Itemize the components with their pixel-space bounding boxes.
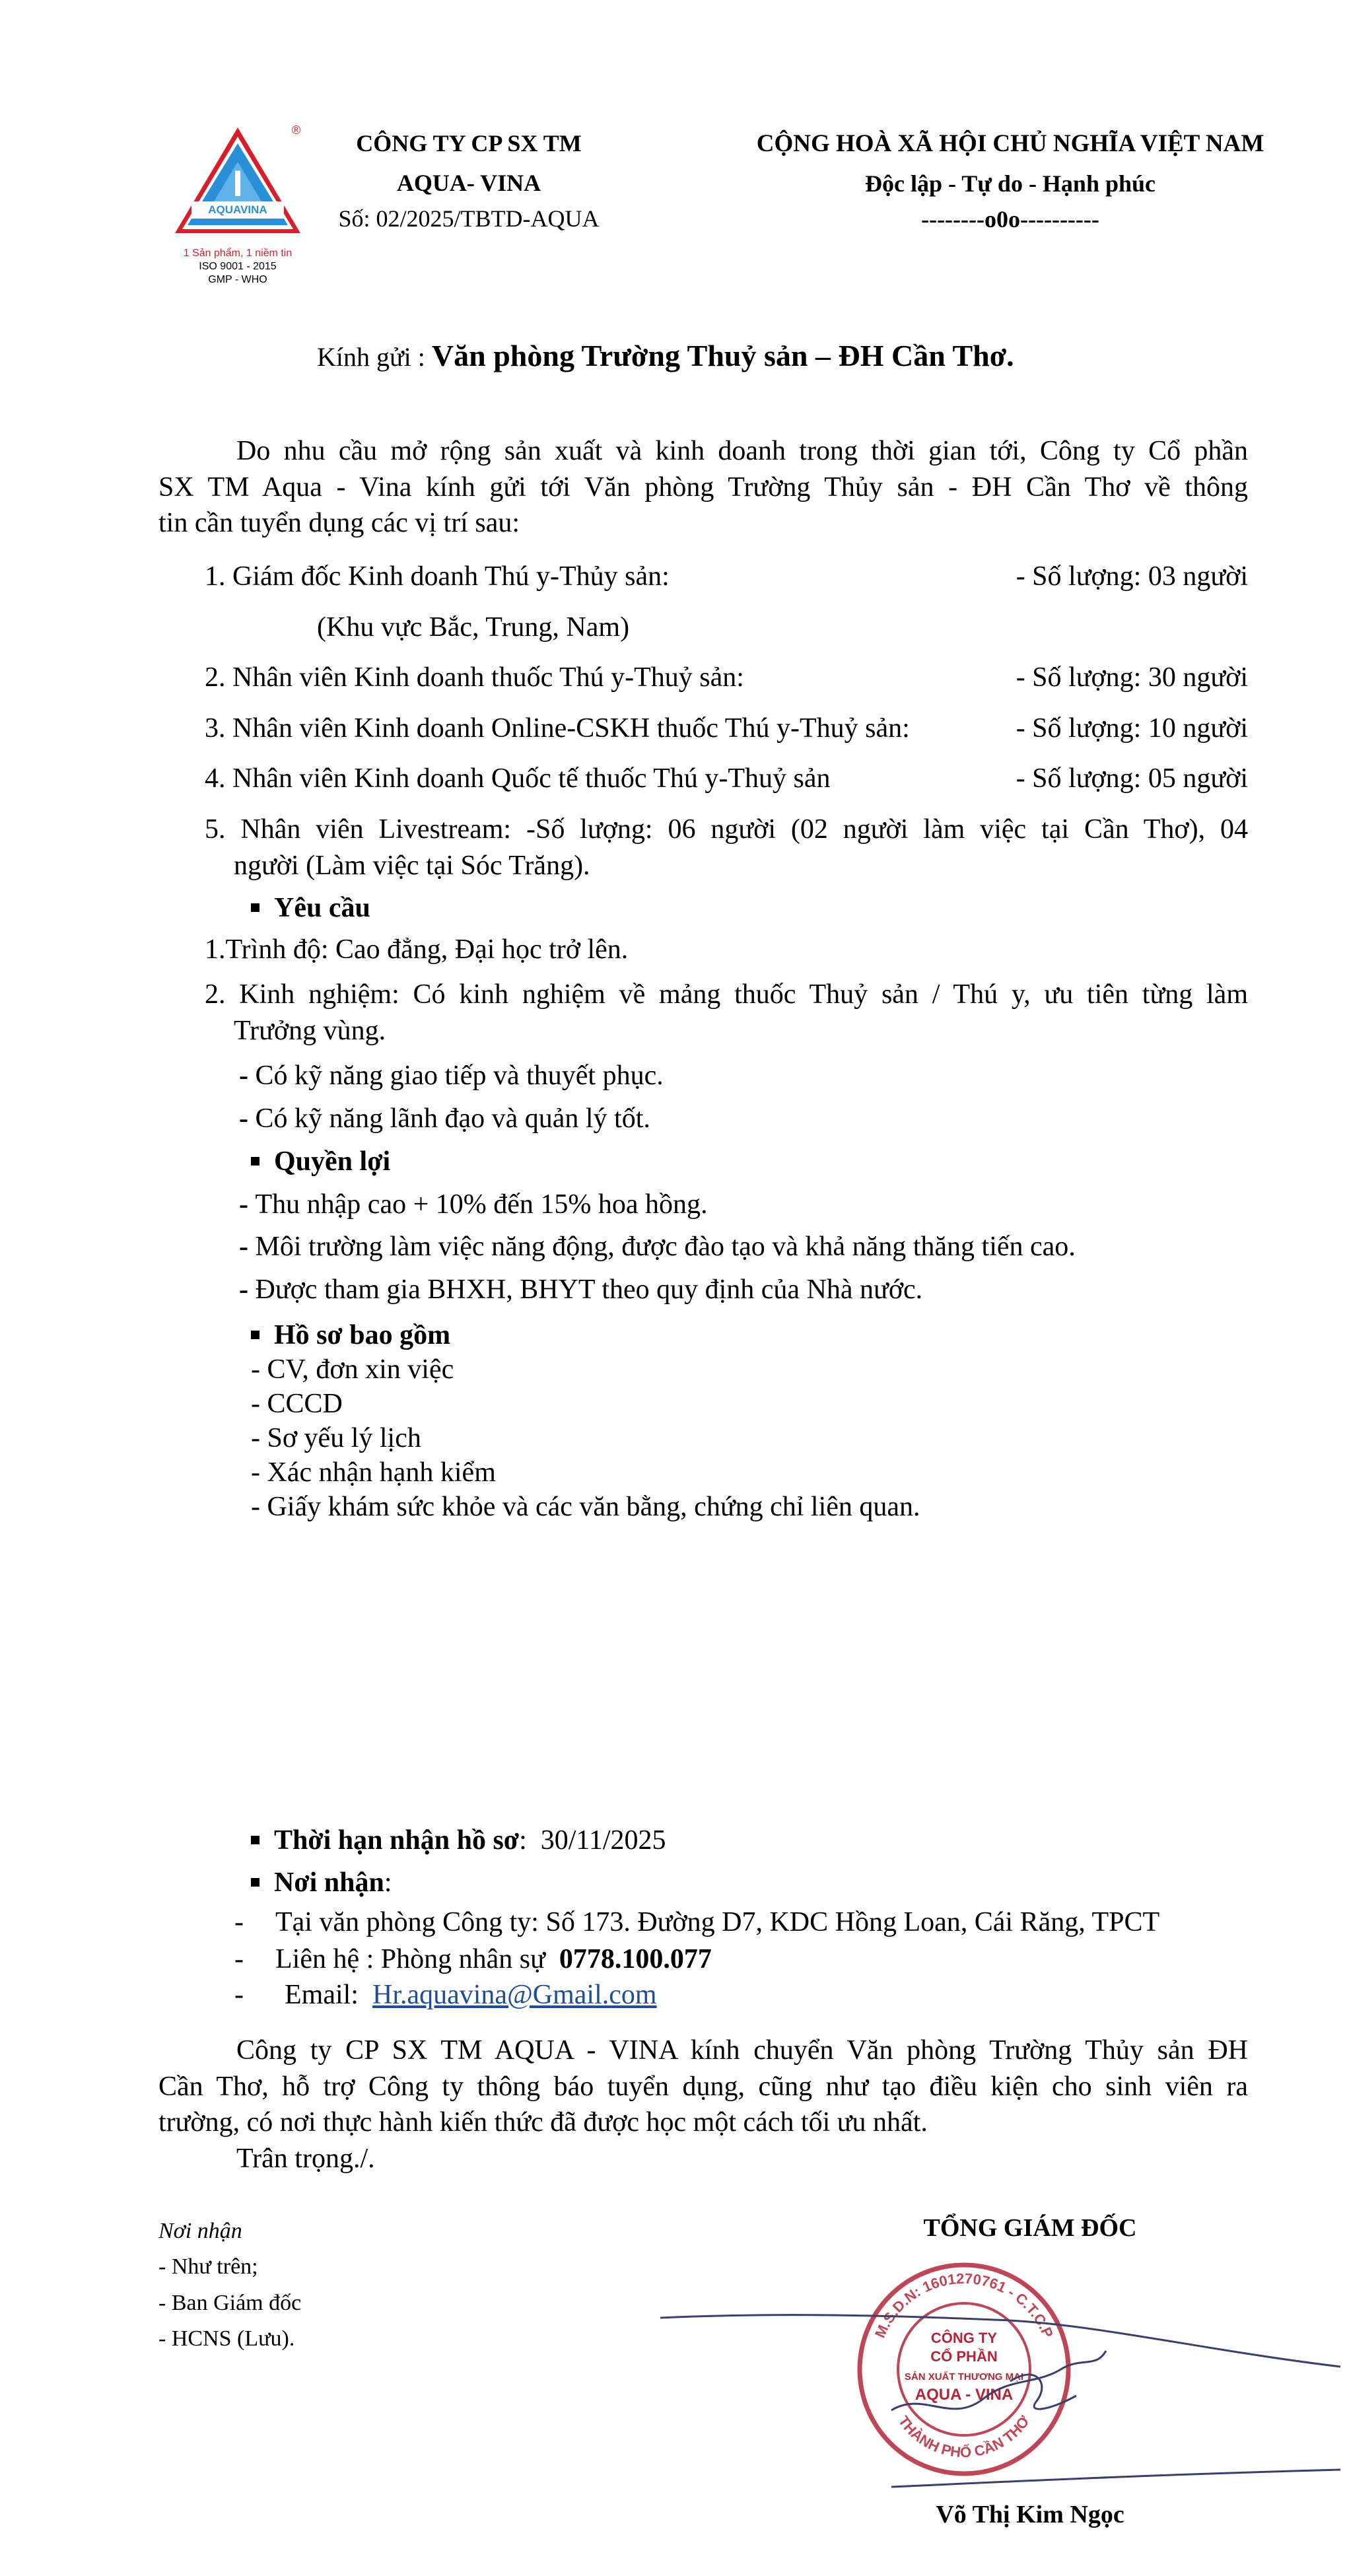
company-name-line2: AQUA- VINA (396, 170, 541, 196)
position-number: 5. (205, 814, 226, 845)
position-title: Giám đốc Kinh doanh Thú y-Thủy sản: (232, 561, 670, 592)
intro-line: SX TM Aqua - Vina kính gửi tới Văn phòng Trường Thủy sản - ĐH Cần Thơ về thông (158, 471, 1248, 503)
signatory-name: Võ Thị Kim Ngọc (936, 2501, 1124, 2528)
regards: Trân trọng./. (236, 2143, 375, 2174)
logo-tagline: 1 Sản phẩm, 1 niềm tin (183, 248, 293, 259)
stamp-line4: AQUA - VINA (915, 2386, 1014, 2404)
intro-line: tin cần tuyển dụng các vị trí sau: (158, 508, 520, 539)
position-number: 3. (205, 713, 226, 744)
benefits-heading: Quyền lợi (158, 1144, 1248, 1180)
position-quantity: - Số lượng: 03 người (1016, 561, 1248, 592)
logo-gmp: GMP - WHO (208, 274, 267, 285)
distribution-item: - Như trên; (158, 2254, 258, 2280)
position-title-cont: người (Làm việc tại Sóc Trăng). (234, 850, 590, 881)
square-bullet-icon (251, 1836, 259, 1844)
intro-line: Do nhu cầu mở rộng sản xuất và kinh doanh trong thời gian tới, Công ty Cổ phần (236, 436, 1248, 466)
benefit-item: - Thu nhập cao + 10% đến 15% hoa hồng. (239, 1189, 708, 1220)
document-item: - CCCD (251, 1389, 343, 1420)
distribution-title: Nơi nhận (158, 2219, 242, 2243)
benefit-item: - Được tham gia BHXH, BHYT theo quy định của Nhà nước. (239, 1274, 923, 1305)
company-header (317, 129, 621, 232)
position-title: Nhân viên Kinh doanh Online-CSKH thuốc Thú y-Thuỷ sản: (232, 713, 910, 744)
logo-iso: ISO 9001 - 2015 (199, 261, 277, 272)
document-item: - Xác nhận hạnh kiểm (251, 1457, 496, 1488)
square-bullet-icon (251, 1331, 259, 1339)
nation-separator: --------o0o---------- (921, 206, 1099, 232)
stamp-line3: SẢN XUẤT THƯƠNG MẠI (904, 2371, 1024, 2383)
closing-paragraph (158, 2033, 1248, 2176)
position-title: Nhân viên Kinh doanh thuốc Thú y-Thuỷ sản: (232, 662, 744, 693)
square-bullet-icon (251, 1878, 259, 1887)
company-name-line1: CÔNG TY CP SX TM (356, 130, 582, 157)
signature-title: TỔNG GIÁM ĐỐC (923, 2214, 1137, 2242)
distribution-list (158, 2213, 301, 2357)
position-number: 1. (205, 561, 226, 592)
square-bullet-icon (251, 1157, 259, 1166)
position-number: 4. (205, 763, 226, 794)
document-number: Số: 02/2025/TBTD-AQUA (338, 205, 600, 232)
receive-contact: - Liên hệ : Phòng nhân sự 0778.100.077 (234, 1944, 712, 1974)
distribution-item: - HCNS (Lưu). (158, 2326, 295, 2351)
recipient-name: Văn phòng Trường Thuỷ sản – ĐH Cần Thơ. (431, 339, 1014, 372)
position-item (205, 812, 1248, 884)
closing-line: Cần Thơ, hỗ trợ Công ty thông báo tuyển dụng, cũng như tạo điều kiện cho sinh viên ra (158, 2071, 1248, 2102)
closing-line: Công ty CP SX TM AQUA - VINA kính chuyển Văn phòng Trường Thủy sản ĐH (236, 2035, 1248, 2066)
receive-heading: Nơi nhận: (251, 1865, 392, 1901)
requirement-item: 2. Kinh nghiệm: Có kinh nghiệm về mảng thuốc Thuỷ sản / Thú y, ưu tiên từng làm Trưởng vùng. (205, 979, 1248, 1046)
documents-heading: Hồ sơ bao gồm (158, 1318, 1248, 1352)
receive-email: - Email: Hr.aquavina@Gmail.com (234, 1980, 657, 2010)
documents-section (158, 1318, 1248, 1524)
position-title: Nhân viên Livestream: -Số lượng: 06 người (02 người làm việc tại Cần Thơ), 04 (240, 814, 1248, 845)
requirement-item: 1.Trình độ: Cao đẳng, Đại học trở lên. (205, 934, 629, 965)
document-item: - Sơ yếu lý lịch (251, 1423, 421, 1454)
national-header (720, 129, 1301, 233)
position-quantity: - Số lượng: 05 người (1016, 763, 1248, 794)
stamp-bottom-textpath: THÀNH PHỐ CẦN THƠ (895, 2412, 1033, 2461)
document-item: - Giấy khám sức khỏe và các văn bằng, chứng chỉ liên quan. (251, 1492, 920, 1523)
company-logo (165, 122, 310, 294)
square-bullet-icon (251, 903, 259, 912)
closing-line: trường, có nơi thực hành kiến thức đã được học một cách tối ưu nhất. (158, 2107, 928, 2138)
logo-reg-mark: ® (292, 123, 301, 137)
stamp-ring-textpath: M.S.D.N: 1601270761 - C.T.C.P (871, 2270, 1057, 2341)
skill-item: - Có kỹ năng giao tiếp và thuyết phục. (239, 1061, 664, 1092)
position-title: Nhân viên Kinh doanh Quốc tế thuốc Thú y-Thuỷ sản (232, 763, 831, 794)
positions-list (205, 559, 1248, 884)
phone-number: 0778.100.077 (559, 1944, 712, 1974)
stamp-line2: CỔ PHẦN (930, 2348, 998, 2365)
position-quantity: - Số lượng: 30 người (1016, 662, 1248, 693)
recipient-prefix: Kính gửi : (317, 342, 425, 372)
stamp-line1: CÔNG TY (930, 2330, 998, 2346)
recipient-line (317, 338, 1014, 373)
position-item (205, 660, 1248, 696)
receive-office: - Tại văn phòng Công ty: Số 173. Đường D7, KDC Hồng Loan, Cái Răng, TPCT (234, 1907, 1160, 1937)
position-quantity: - Số lượng: 10 người (1016, 713, 1248, 744)
benefits-section (158, 1144, 1248, 1307)
position-item (205, 559, 1248, 595)
deadline-line: Thời hạn nhận hồ sơ: 30/11/2025 (251, 1823, 666, 1859)
skill-item: - Có kỹ năng lãnh đạo và quản lý tốt. (239, 1103, 650, 1134)
distribution-item: - Ban Giám đốc (158, 2290, 302, 2315)
position-number: 2. (205, 662, 226, 693)
position-item (205, 761, 1248, 797)
signature-scribble (640, 2252, 1347, 2503)
logo-letter: I (232, 162, 243, 204)
document-item: - CV, đơn xin việc (251, 1354, 454, 1385)
position-note: (Khu vực Bắc, Trung, Nam) (317, 611, 630, 643)
nation-motto: Độc lập - Tự do - Hạnh phúc (864, 170, 1156, 197)
intro-paragraph (158, 433, 1248, 541)
email-link[interactable]: Hr.aquavina@Gmail.com (372, 1980, 657, 2010)
nation-title: CỘNG HOÀ XÃ HỘI CHỦ NGHĨA VIỆT NAM (756, 130, 1264, 157)
logo-brand: AQUAVINA (208, 203, 267, 216)
benefit-item: - Môi trường làm việc năng động, được đào tạo và khả năng thăng tiến cao. (239, 1232, 1076, 1263)
deadline-date: 30/11/2025 (540, 1825, 666, 1856)
requirements-section (158, 890, 1248, 1137)
requirements-heading: Yêu cầu (158, 890, 1248, 926)
position-item (205, 711, 1248, 747)
